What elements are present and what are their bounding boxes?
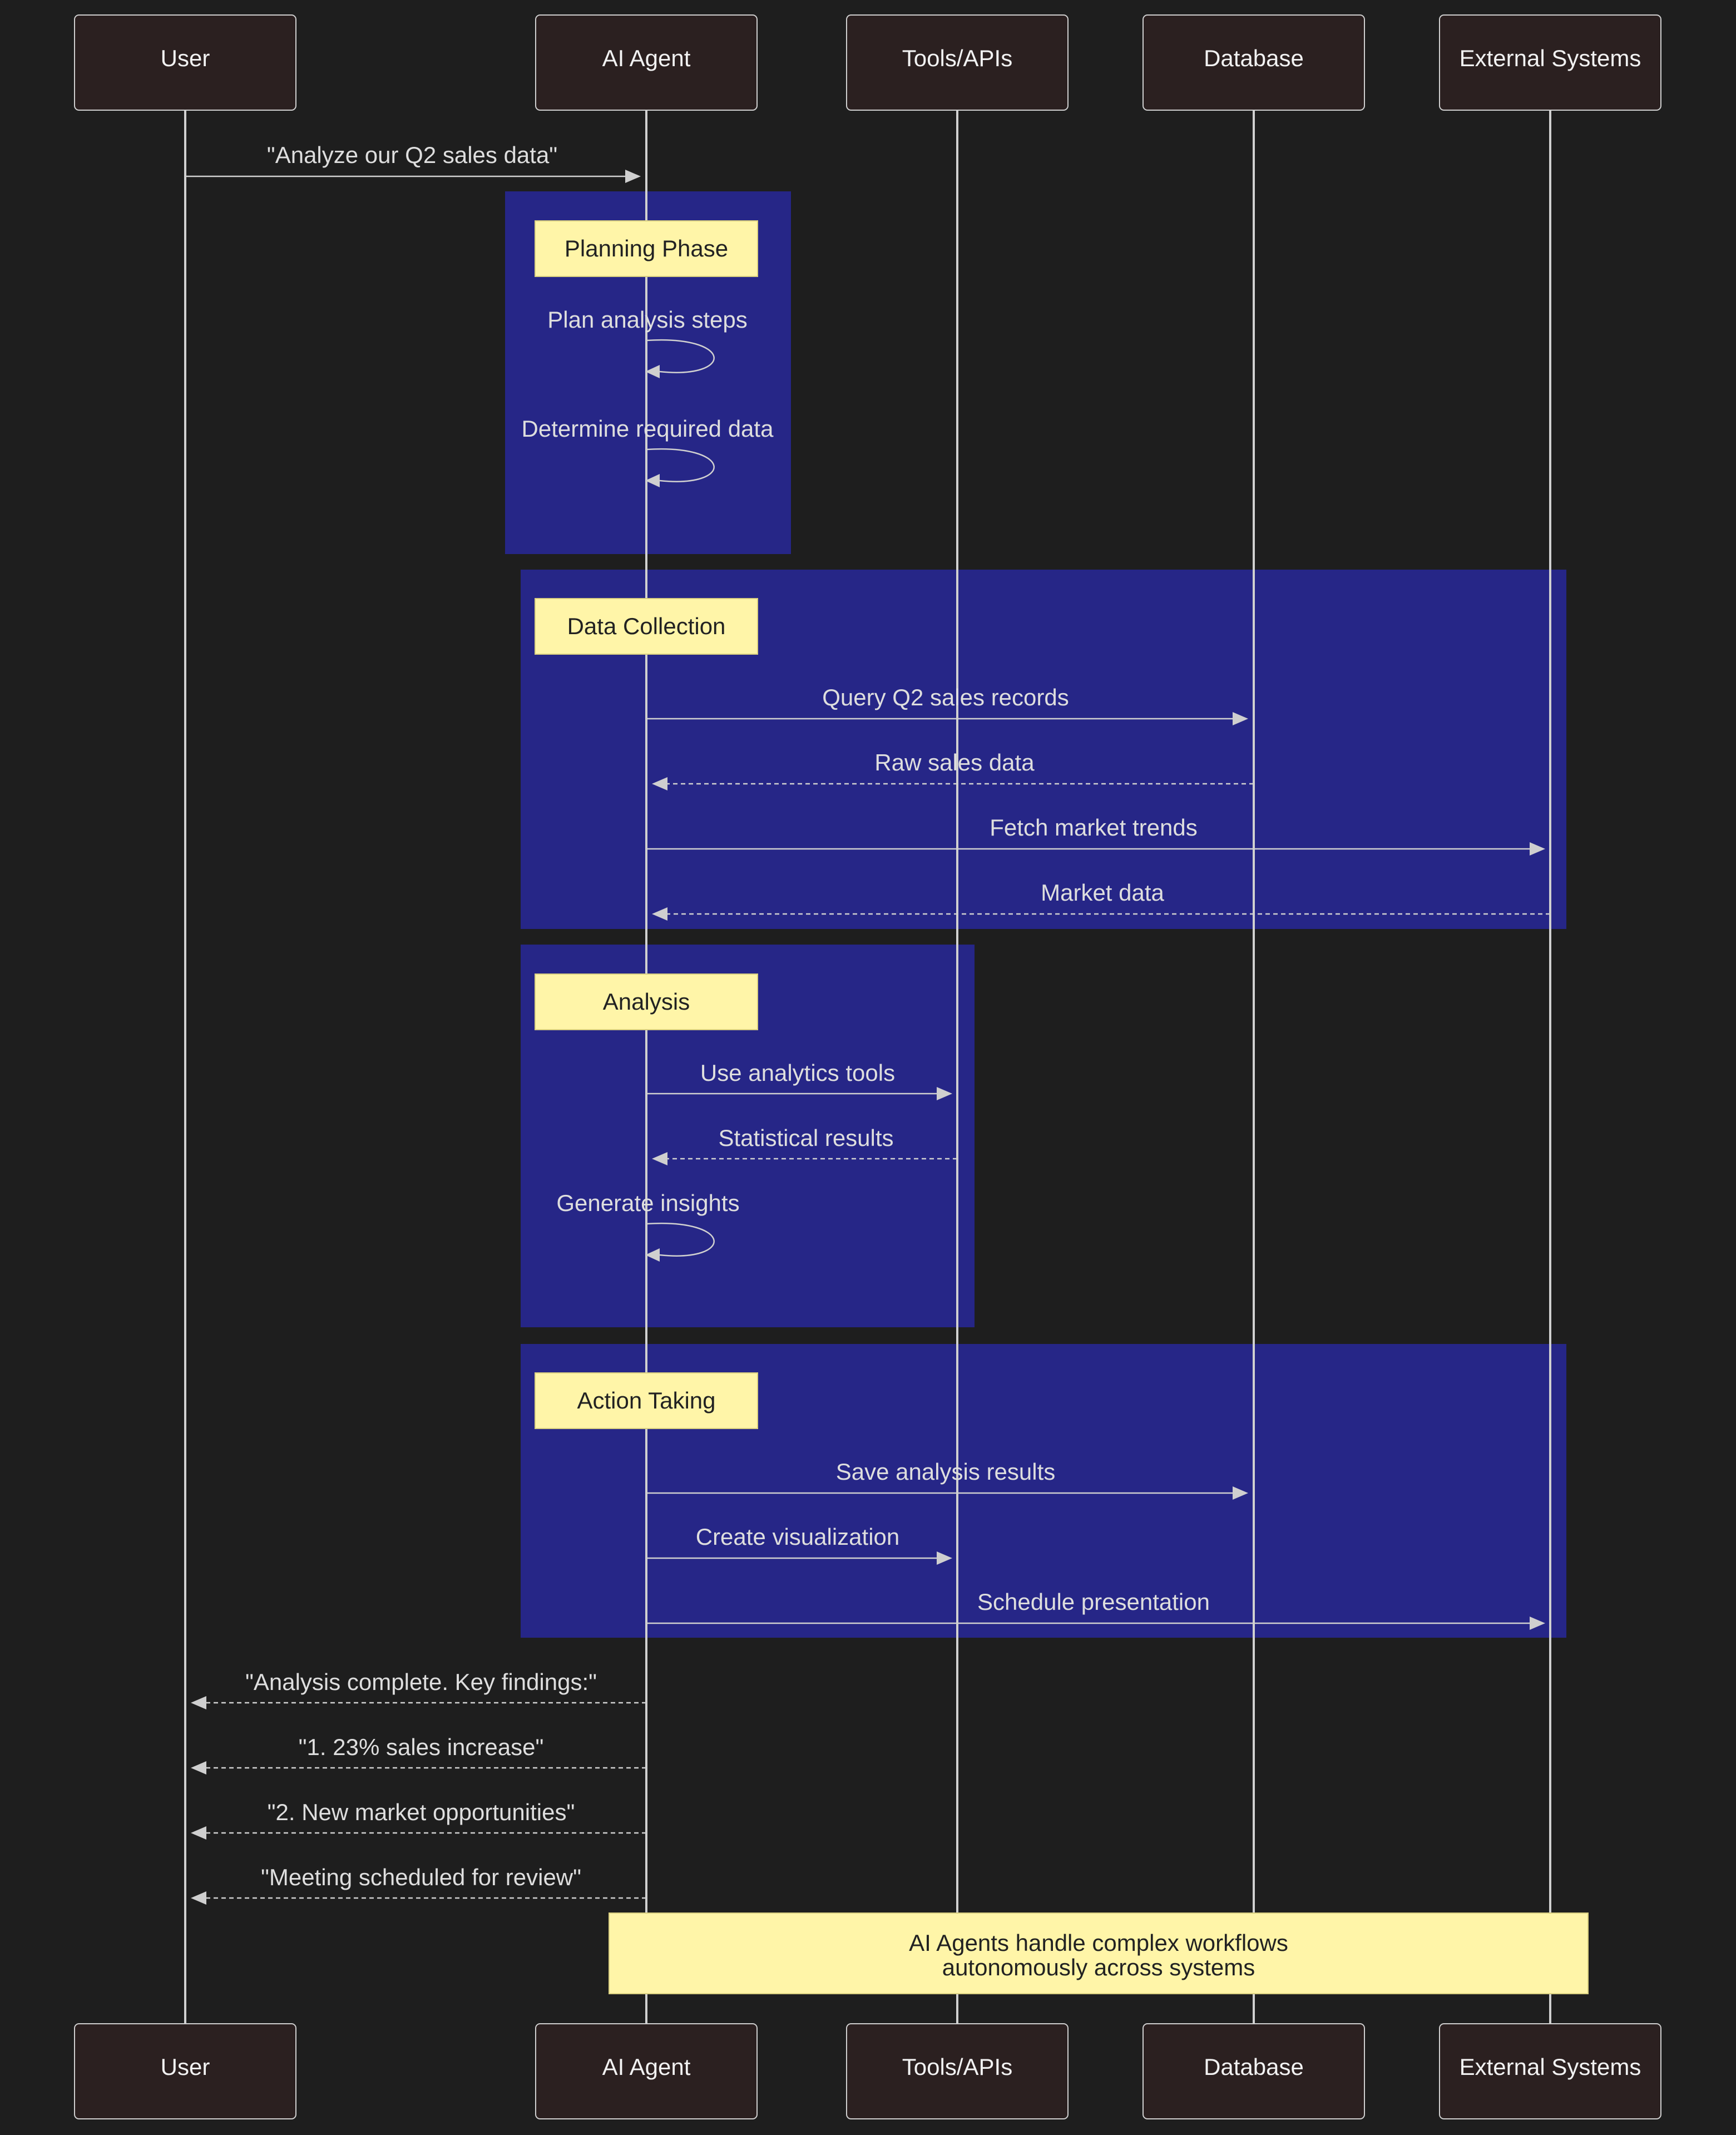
phase-label: Data Collection	[567, 613, 726, 639]
message-label: Create visualization	[695, 1524, 900, 1550]
actor-label: AI Agent	[602, 45, 691, 71]
note-line-1: AI Agents handle complex workflows	[909, 1930, 1288, 1956]
message-label: Use analytics tools	[700, 1060, 896, 1086]
phase-title-analysis	[535, 974, 758, 1030]
actor-tools-apis-top	[847, 15, 1068, 110]
actor-label: Tools/APIs	[902, 45, 1013, 71]
actor-external-systems-top	[1440, 15, 1661, 110]
arrowhead-icon	[191, 1891, 206, 1905]
arrowhead-icon	[191, 1761, 206, 1775]
actor-label: Database	[1204, 45, 1304, 71]
phase-title-data-collection	[535, 599, 758, 654]
phase-label: Analysis	[602, 989, 690, 1015]
actor-database-top	[1143, 15, 1364, 110]
phase-label: Planning Phase	[564, 235, 729, 261]
actor-label: User	[160, 45, 210, 71]
note-ai-agents	[609, 1913, 1588, 1994]
actor-label: External Systems	[1459, 45, 1641, 71]
message-label: Raw sales data	[874, 749, 1035, 775]
arrowhead-icon	[191, 1826, 206, 1840]
message-label: "Analysis complete. Key findings:"	[245, 1669, 597, 1695]
message-label: Fetch market trends	[990, 814, 1198, 841]
message-label: Schedule presentation	[977, 1589, 1210, 1615]
message-analyze-request	[185, 142, 641, 183]
message-label: "1. 23% sales increase"	[298, 1734, 544, 1760]
actor-user-top	[75, 15, 296, 110]
message-meeting-scheduled	[191, 1864, 646, 1905]
actor-user-bottom	[75, 2024, 296, 2119]
message-sales-increase	[191, 1734, 646, 1775]
message-analysis-complete	[191, 1669, 646, 1709]
actor-label: User	[160, 2054, 210, 2080]
actor-ai-agent-top	[536, 15, 757, 110]
phase-label: Action Taking	[577, 1387, 716, 1414]
message-label: Determine required data	[521, 416, 774, 442]
actor-label: Database	[1204, 2054, 1304, 2080]
actor-ai-agent-bottom	[536, 2024, 757, 2119]
message-label: Market data	[1041, 879, 1164, 906]
message-label: Query Q2 sales records	[822, 684, 1069, 710]
actor-label: External Systems	[1459, 2054, 1641, 2080]
message-label: Generate insights	[556, 1190, 740, 1216]
message-new-market-opportunities	[191, 1799, 646, 1840]
message-label: Statistical results	[718, 1125, 894, 1151]
actor-tools-apis-bottom	[847, 2024, 1068, 2119]
phase-title-action-taking	[535, 1373, 758, 1429]
actor-label: Tools/APIs	[902, 2054, 1013, 2080]
message-label: "Analyze our Q2 sales data"	[266, 142, 558, 168]
actor-external-systems-bottom	[1440, 2024, 1661, 2119]
actor-label: AI Agent	[602, 2054, 691, 2080]
message-label: Save analysis results	[835, 1459, 1056, 1485]
note-line-2: autonomously across systems	[942, 1954, 1255, 1980]
actor-database-bottom	[1143, 2024, 1364, 2119]
message-label: "Meeting scheduled for review"	[260, 1864, 582, 1890]
phase-title-planning	[535, 221, 758, 276]
arrowhead-icon	[191, 1696, 206, 1709]
message-label: Plan analysis steps	[547, 307, 748, 333]
arrowhead-icon	[625, 170, 641, 183]
message-label: "2. New market opportunities"	[267, 1799, 575, 1825]
